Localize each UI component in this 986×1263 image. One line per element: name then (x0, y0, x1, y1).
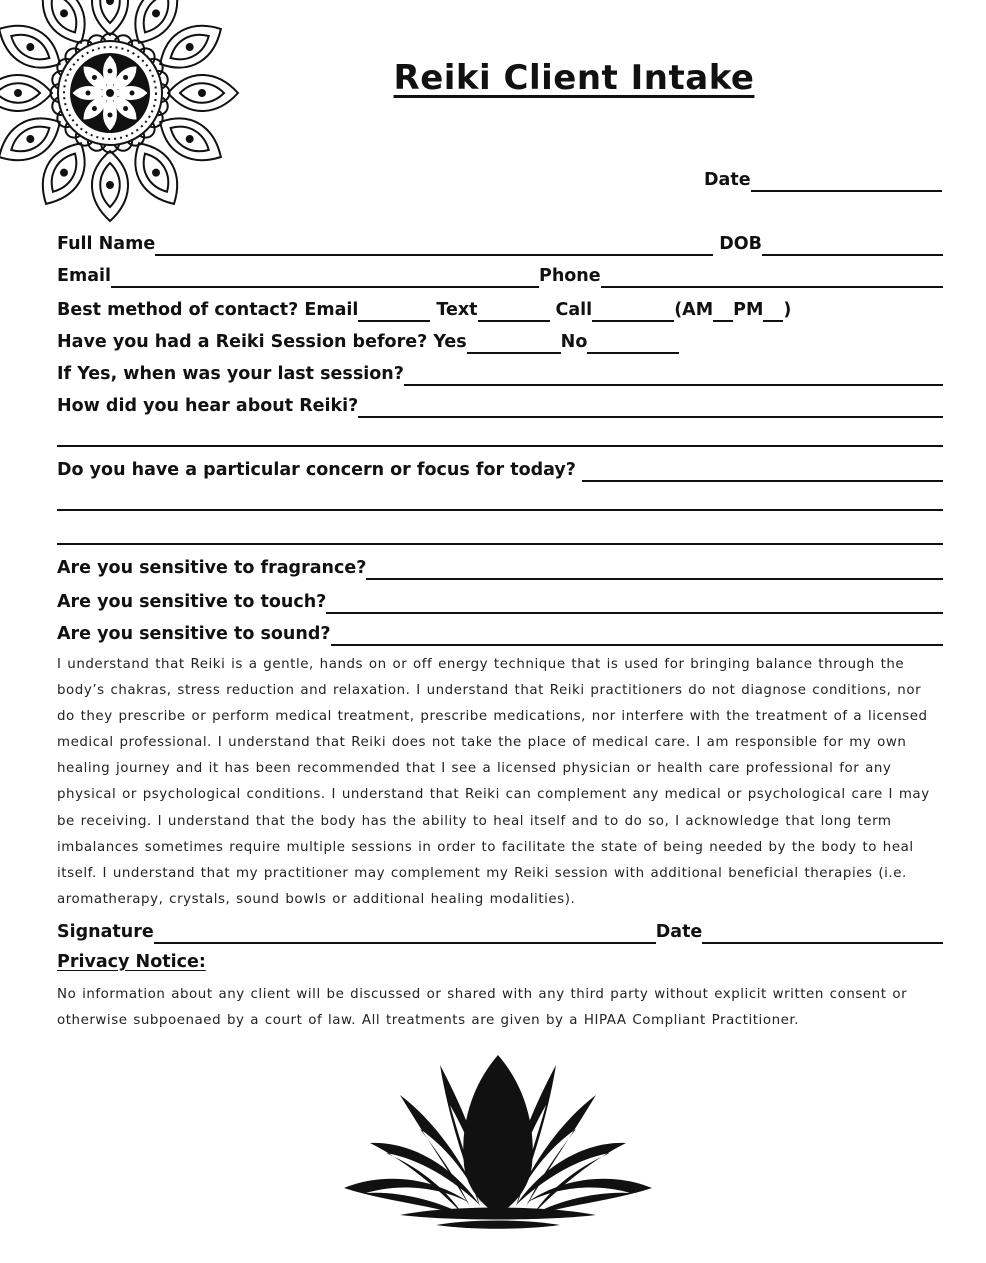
contact-method-label: Best method of contact? Email (57, 299, 359, 320)
consent-statement: I understand that Reiki is a gentle, hands on or off energy technique that is used for bringing balance through the body’s chakras, stress reduction and relaxation. I understand that Reiki practitioners do not diagnose conditions, nor do they prescribe or perform medical treatment, prescribe medications, nor interfere with the treatment of a licensed medical professional. I understand that Reiki does not take the place of medical care. I am responsible for my own healing journey and it has been recommended that I see a licensed physician or health care professional for any physical or psychological conditions. I understand that Reiki can complement any medical or psychological care I may be receiving. I understand that the body has the ability to heal itself and to do so, I acknowledge that long term imbalances sometimes require multiple sessions in order to facilitate the state of being needed by the body to heal itself. I understand that my practitioner may complement my Reiki session with additional beneficial therapies (i.e. aromatherapy, crystals, sound bowls or additional healing modalities). (57, 657, 930, 907)
lotus-flower-icon (340, 1055, 656, 1233)
touch-label: Are you sensitive to touch? (57, 591, 327, 612)
fragrance-label: Are you sensitive to fragrance? (57, 557, 367, 578)
full-name-row (57, 232, 943, 256)
fragrance-field[interactable] (366, 558, 943, 580)
email-phone-row (57, 264, 943, 288)
privacy-notice-title: Privacy Notice: (57, 952, 206, 972)
contact-am-label: (AM (674, 299, 714, 320)
last-session-row (57, 362, 943, 386)
contact-pm-label: PM (733, 299, 764, 320)
contact-call-label: Call (555, 299, 593, 320)
heard-about-field[interactable] (358, 396, 943, 418)
phone-field[interactable] (601, 266, 943, 288)
form-title: Reiki Client Intake (393, 58, 755, 98)
signature-row (57, 920, 943, 944)
signature-date-label: Date (655, 921, 703, 942)
signature-label: Signature (57, 921, 154, 942)
phone-label: Phone (539, 265, 601, 286)
prior-session-label: Have you had a Reiki Session before? Yes (57, 331, 467, 352)
contact-email-field[interactable] (358, 300, 430, 322)
heard-about-extra-line[interactable] (57, 445, 943, 447)
dob-label: DOB (719, 233, 762, 254)
email-field[interactable] (111, 266, 539, 288)
touch-row (57, 590, 943, 614)
fragrance-row (57, 556, 943, 580)
contact-text-field[interactable] (478, 300, 550, 322)
date-field[interactable] (751, 170, 942, 192)
prior-no-field[interactable] (587, 332, 679, 354)
contact-text-label: Text (436, 299, 478, 320)
full-name-field[interactable] (155, 234, 713, 256)
last-session-label: If Yes, when was your last session? (57, 363, 404, 384)
touch-field[interactable] (326, 592, 943, 614)
concern-row (57, 458, 943, 482)
concern-field[interactable] (582, 460, 943, 482)
signature-date-field[interactable] (702, 922, 943, 944)
email-label: Email (57, 265, 111, 286)
heard-about-label: How did you hear about Reiki? (57, 395, 359, 416)
mandala-ornament (0, 0, 260, 224)
last-session-field[interactable] (404, 364, 943, 386)
prior-session-row (57, 330, 943, 354)
date-row (704, 168, 942, 192)
signature-field[interactable] (154, 922, 656, 944)
heard-about-row (57, 394, 943, 418)
contact-call-field[interactable] (592, 300, 674, 322)
concern-extra-line-2[interactable] (57, 543, 943, 545)
contact-pm-field[interactable] (763, 300, 783, 322)
sound-label: Are you sensitive to sound? (57, 623, 331, 644)
concern-label: Do you have a particular concern or focus for today? (57, 459, 576, 480)
date-label: Date (704, 169, 751, 190)
concern-extra-line-1[interactable] (57, 509, 943, 511)
sound-row (57, 622, 943, 646)
sound-field[interactable] (331, 624, 943, 646)
dob-field[interactable] (762, 234, 943, 256)
contact-am-field[interactable] (713, 300, 733, 322)
full-name-label: Full Name (57, 233, 156, 254)
privacy-notice-text: No information about any client will be discussed or shared with any third party without explicit written consent or otherwise subpoenaed by a court of law. All treatments are given by a HIPAA Compliant Practitioner. (57, 987, 908, 1029)
contact-method-row (57, 298, 943, 322)
prior-no-label: No (560, 331, 588, 352)
contact-close-paren: ) (783, 299, 792, 320)
prior-yes-field[interactable] (467, 332, 561, 354)
